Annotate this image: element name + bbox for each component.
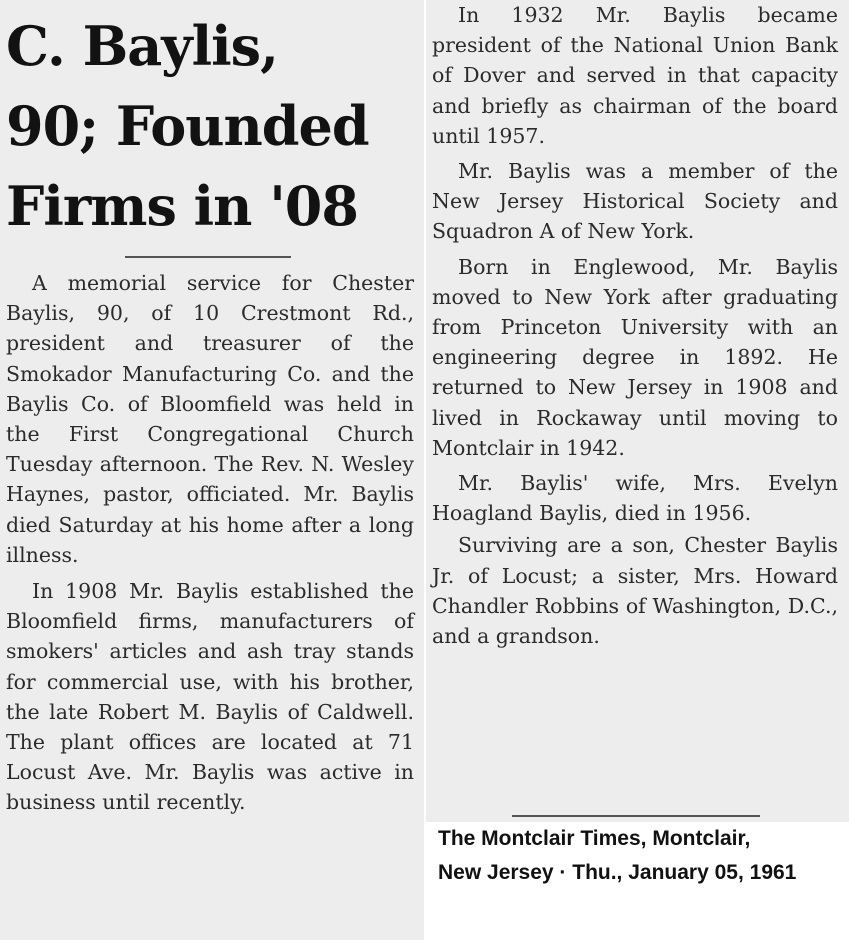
headline-line-2: 90; Founded bbox=[6, 94, 369, 158]
article-paragraph: In 1908 Mr. Baylis established the Bloomfield firms, manufacturers of smokers' articles and ash tray stands for commercial use, with his brother, the late Robert M. Baylis of Caldwell. The plant offices are located at 71 Locust Ave. Mr. Baylis was active in business until recently. bbox=[6, 579, 414, 815]
headline-divider bbox=[125, 256, 291, 258]
source-credit bbox=[438, 822, 848, 890]
source-line-1: The Montclair Times, Montclair, bbox=[438, 827, 751, 850]
end-divider bbox=[512, 815, 760, 817]
article-paragraph: Mr. Baylis' wife, Mrs. Evelyn Hoagland Baylis, died in 1956. bbox=[432, 471, 838, 526]
article-paragraph: Surviving are a son, Chester Baylis Jr. of Locust; a sister, Mrs. Howard Chandler Robbins of Washington, D.C., and a grandson. bbox=[432, 533, 838, 649]
left-column-text bbox=[6, 268, 414, 818]
source-credit-box bbox=[426, 822, 849, 940]
headline-line-1: C. Baylis, bbox=[6, 14, 278, 78]
headline bbox=[6, 6, 416, 246]
headline-line-3: Firms in '08 bbox=[6, 174, 358, 238]
article-paragraph: Mr. Baylis was a member of the New Jersey Historical Society and Squadron A of New York. bbox=[432, 159, 838, 244]
article-paragraph: In 1932 Mr. Baylis became president of the National Union Bank of Dover and served in that capacity and briefly as chairman of the board until 1957. bbox=[432, 3, 838, 148]
right-column-text bbox=[432, 0, 838, 651]
article-paragraph: Born in Englewood, Mr. Baylis moved to New York after graduating from Princeton University with an engineering degree in 1892. He returned to New Jersey in 1908 and lived in Rockaway until moving to Montclair in 1942. bbox=[432, 254, 838, 460]
source-line-2: New Jersey · Thu., January 05, 1961 bbox=[438, 861, 797, 884]
article-paragraph: A memorial service for Chester Baylis, 90, of 10 Crestmont Rd., president and treasurer of the Smokador Manufacturing Co. and the Baylis Co. of Bloomfield was held in the First Congregational Church Tuesday afternoon. The Rev. N. Wesley Haynes, pastor, officiated. Mr. Baylis died Saturday at his home after a long illness. bbox=[6, 271, 414, 567]
